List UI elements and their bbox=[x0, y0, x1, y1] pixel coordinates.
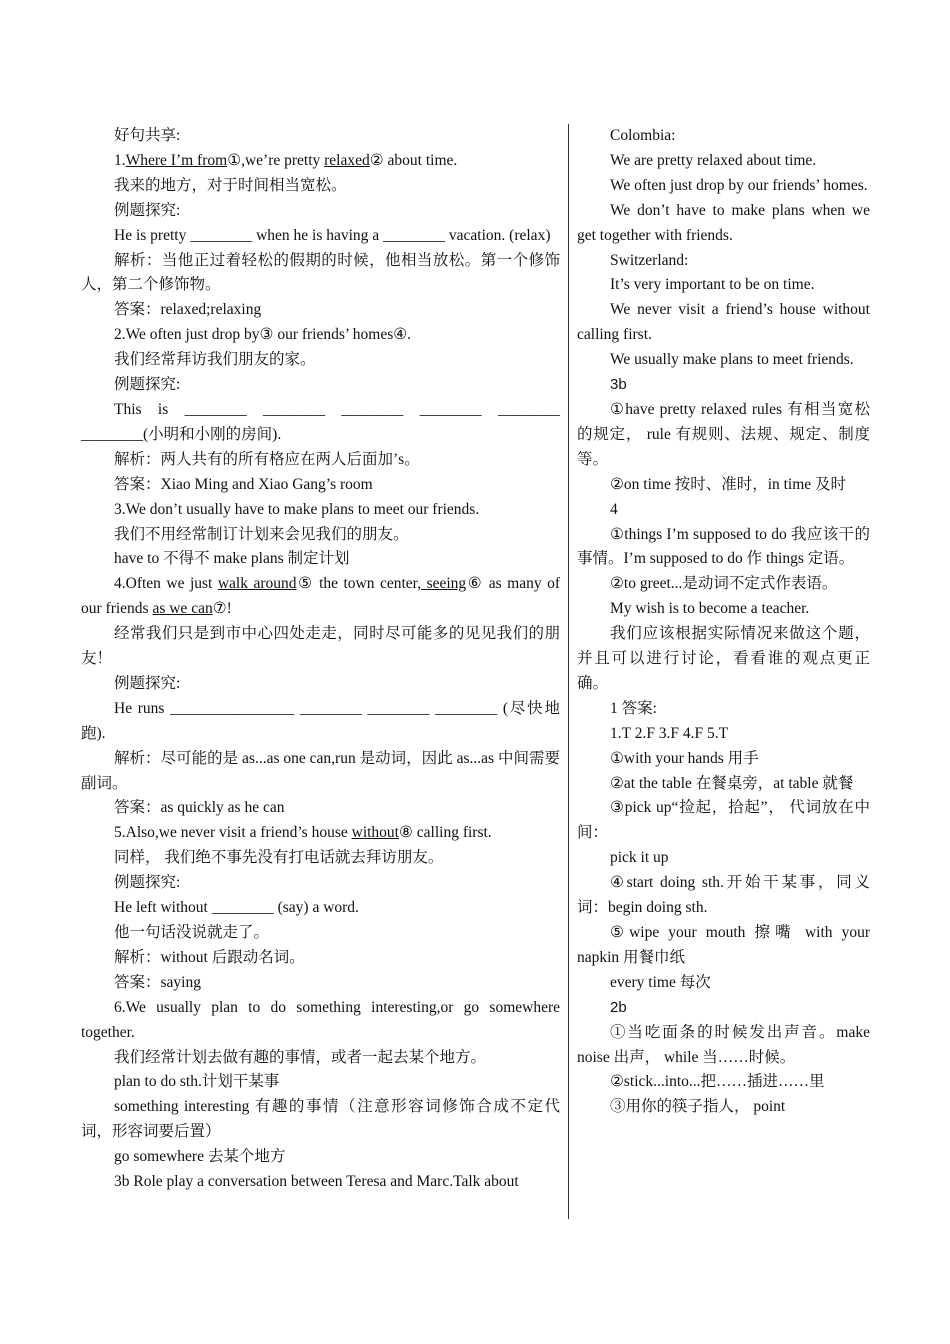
sentence-1 bbox=[81, 149, 560, 174]
example-heading: 例题探究: bbox=[114, 376, 181, 394]
example-sentence: My wish is to become a teacher. bbox=[610, 600, 810, 618]
phrase-note: go somewhere 去某个地方 bbox=[114, 1148, 286, 1166]
sentence-6: 6.We usually plan to do something interesting,or go somewhere together. bbox=[81, 998, 560, 1041]
statement: It’s very important to be on time. bbox=[610, 276, 815, 294]
statement: We don’t have to make plans when we get together with friends. bbox=[577, 201, 870, 244]
text: ⑤ the town center, bbox=[296, 575, 422, 593]
statement: We often just drop by our friends’ homes. bbox=[610, 176, 868, 194]
underlined-phrase: relaxed bbox=[324, 151, 370, 169]
text: ② about time. bbox=[369, 151, 458, 169]
answer: 答案：Xiao Ming and Xiao Gang’s room bbox=[114, 475, 373, 493]
translation: 我来的地方，对于时间相当宽松。 bbox=[114, 176, 347, 194]
phrase-note: plan to do sth.计划干某事 bbox=[114, 1073, 280, 1091]
text: 5.Also,we never visit a friend’s house bbox=[114, 824, 352, 842]
task-3b: 3b Role play a conversation between Teresa and Marc.Talk about bbox=[114, 1173, 519, 1191]
note: ①things I’m supposed to do 我应该干的事情。I’m supposed to do 作 things 定语。 bbox=[577, 525, 870, 568]
country-heading: Switzerland: bbox=[610, 251, 689, 269]
left-column bbox=[81, 124, 560, 1195]
text: ⑥ as many of our friends bbox=[81, 575, 560, 618]
analysis: 解析：当他正过着轻松的假期的时候，他相当放松。第一个修饰人，第二个修饰物。 bbox=[81, 251, 560, 294]
text: ①,we’re pretty bbox=[227, 151, 325, 169]
note: 我们应该根据实际情况来做这个题，并且可以进行讨论，看看谁的观点更正确。 bbox=[577, 625, 870, 692]
translation: 我们经常拜访我们朋友的家。 bbox=[114, 351, 316, 369]
section-label: 4 bbox=[610, 500, 618, 518]
text: 4.Often we just bbox=[114, 575, 218, 593]
sentence-4 bbox=[81, 572, 560, 622]
statement: We usually make plans to meet friends. bbox=[610, 351, 854, 369]
note: ②on time 按时、准时，in time 及时 bbox=[610, 475, 847, 493]
underlined-phrase: walk around bbox=[217, 575, 297, 593]
country-heading: Colombia: bbox=[610, 127, 676, 144]
note: ②at the table 在餐桌旁，at table 就餐 bbox=[610, 774, 854, 792]
column-divider bbox=[568, 124, 569, 1219]
note: ①当吃面条的时候发出声音。make noise 出声， while 当……时候。 bbox=[577, 1023, 870, 1066]
translation: 我们不用经常制订计划来会见我们的朋友。 bbox=[114, 525, 409, 543]
note: ②stick...into...把……插进……里 bbox=[610, 1073, 825, 1091]
exercise: He is pretty ________ when he is having a ________ vacation. (relax) bbox=[114, 226, 551, 244]
translation: 经常我们只是到市中心四处走走，同时尽可能多的见见我们的朋友！ bbox=[81, 625, 560, 668]
note: ②to greet...是动词不定式作表语。 bbox=[610, 575, 838, 593]
phrase-note: something interesting 有趣的事情（注意形容词修饰合成不定代词，形容词要后置） bbox=[81, 1098, 560, 1141]
answer: 答案：as quickly as he can bbox=[114, 799, 285, 817]
text: ⑧ calling first. bbox=[399, 824, 492, 842]
underlined-phrase: as we can bbox=[152, 600, 213, 618]
exercise: He left without ________ (say) a word. bbox=[114, 899, 359, 917]
sentence-5 bbox=[81, 821, 560, 846]
note: ①have pretty relaxed rules 有相当宽松的规定， rule 有规则、法规、规定、制度等。 bbox=[577, 400, 870, 468]
section-heading: 好句共享: bbox=[114, 127, 181, 144]
translation: 同样， 我们绝不事先没有打电话就去拜访朋友。 bbox=[114, 849, 444, 867]
sentence-2: 2.We often just drop by③ our friends’ homes④. bbox=[114, 326, 412, 344]
phrase-note: have to 不得不 make plans 制定计划 bbox=[114, 550, 350, 568]
statement: We are pretty relaxed about time. bbox=[610, 151, 817, 169]
section-label: 3b bbox=[610, 376, 627, 394]
text: ⑦! bbox=[212, 600, 232, 618]
text: 1. bbox=[114, 151, 126, 169]
right-column bbox=[577, 124, 870, 1120]
exercise: This is ________ ________ ________ ________ ________ ________(小明和小刚的房间). bbox=[81, 400, 560, 443]
example-heading: 例题探究: bbox=[114, 874, 181, 892]
statement: We never visit a friend’s house without calling first. bbox=[577, 301, 870, 344]
example-heading: 例题探究: bbox=[114, 674, 181, 692]
answer: 答案：relaxed;relaxing bbox=[114, 301, 262, 319]
underlined-phrase: without bbox=[351, 824, 399, 842]
example-heading: 例题探究: bbox=[114, 201, 181, 219]
sentence-3: 3.We don’t usually have to make plans to meet our friends. bbox=[114, 500, 480, 518]
note: ③pick up“捡起，拾起”， 代词放在中间： bbox=[577, 799, 870, 842]
analysis: 解析：without 后跟动名词。 bbox=[114, 948, 305, 966]
note: every time 每次 bbox=[610, 973, 711, 991]
note: ①with your hands 用手 bbox=[610, 749, 759, 767]
note: ⑤wipe your mouth 擦嘴 with your napkin 用餐巾纸 bbox=[577, 924, 870, 966]
answer-heading: 1 答案: bbox=[610, 699, 657, 717]
note: pick it up bbox=[610, 849, 669, 867]
translation: 他一句话没说就走了。 bbox=[114, 924, 270, 941]
exercise: He runs ________________ ________ ________ ________ (尽快地跑). bbox=[81, 699, 560, 742]
translation: 我们经常计划去做有趣的事情，或者一起去某个地方。 bbox=[114, 1048, 487, 1066]
answer: 答案：saying bbox=[114, 973, 201, 991]
answer-key: 1.T 2.F 3.F 4.F 5.T bbox=[610, 724, 729, 742]
section-label: 2b bbox=[610, 998, 627, 1016]
note: ④start doing sth.开始干某事，同义词：begin doing sth. bbox=[577, 874, 870, 917]
note: ③用你的筷子指人， point bbox=[610, 1098, 786, 1116]
analysis: 解析：两人共有的所有格应在两人后面加’s。 bbox=[114, 450, 420, 468]
analysis: 解析：尽可能的是 as...as one can,run 是动词，因此 as...as 中间需要副词。 bbox=[81, 749, 560, 792]
underlined-phrase: Where I’m from bbox=[125, 151, 228, 169]
underlined-phrase: seeing bbox=[421, 575, 467, 593]
